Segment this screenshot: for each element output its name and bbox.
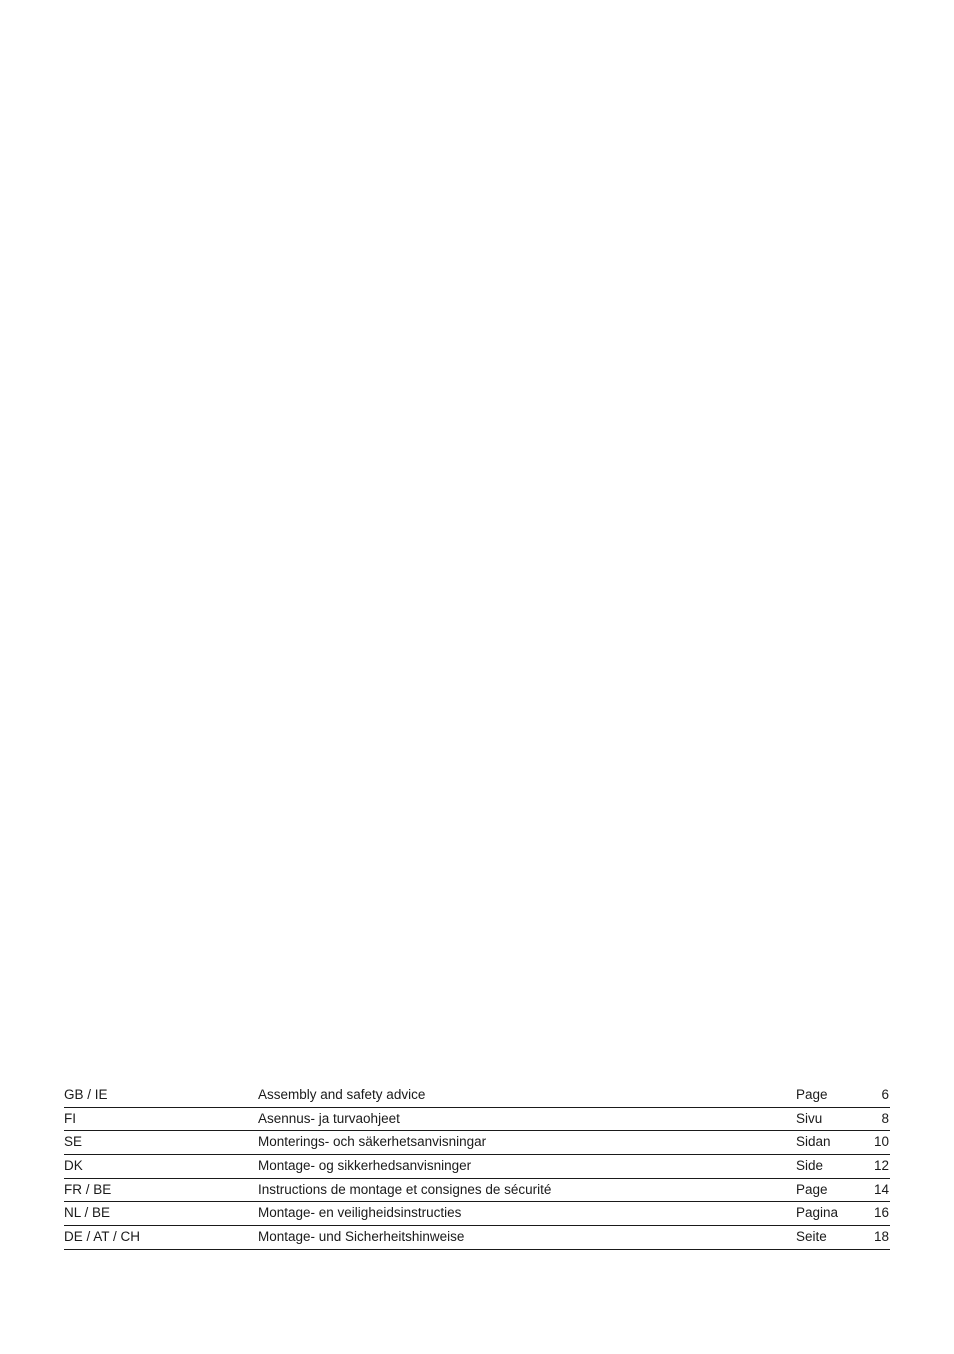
toc-section-title: Asennus- ja turvaohjeet: [258, 1110, 400, 1126]
toc-section-title: Assembly and safety advice: [258, 1087, 426, 1102]
toc-section-title: Instructions de montage et consignes de sécurité: [258, 1181, 552, 1197]
toc-language-code: DE / AT / CH: [64, 1229, 141, 1245]
toc-row-fi[interactable]: [64, 1108, 890, 1132]
toc-row-se[interactable]: [64, 1131, 890, 1155]
toc-row-de-at-ch[interactable]: [64, 1226, 890, 1250]
toc-section-title: Montage- og sikkerhedsanvisninger: [258, 1158, 472, 1174]
toc-page-number: 14: [873, 1181, 889, 1197]
toc-page-label: Pagina: [796, 1205, 839, 1221]
toc-row-dk[interactable]: [64, 1155, 890, 1179]
toc-section-title: Monterings- och säkerhetsanvisningar: [258, 1134, 487, 1150]
toc-page-number: 16: [873, 1205, 889, 1221]
toc-page-label: Seite: [796, 1229, 827, 1245]
toc-row-nl-be[interactable]: [64, 1202, 890, 1226]
language-table-of-contents: [64, 1084, 890, 1250]
toc-language-code: SE: [64, 1134, 83, 1150]
toc-page-number: 18: [873, 1229, 889, 1245]
toc-language-code: FI: [64, 1110, 76, 1126]
toc-page-number: 12: [873, 1158, 889, 1174]
toc-page-label: Side: [796, 1158, 824, 1174]
toc-section-title: Montage- und Sicherheitshinweise: [258, 1229, 465, 1245]
toc-page-label: Sivu: [796, 1110, 823, 1126]
toc-page-number: 10: [873, 1134, 889, 1150]
toc-row-fr-be[interactable]: [64, 1179, 890, 1203]
toc-page-label: Page: [796, 1181, 828, 1197]
toc-row-gb-ie[interactable]: [64, 1084, 890, 1108]
toc-language-code: FR / BE: [64, 1181, 112, 1197]
toc-page-label: Sidan: [796, 1134, 831, 1150]
toc-section-title: Montage- en veiligheidsinstructies: [258, 1205, 462, 1221]
toc-language-code: DK: [64, 1158, 83, 1174]
toc-page-label: Page: [796, 1087, 828, 1102]
toc-language-code: NL / BE: [64, 1205, 111, 1221]
toc-page-number: 8: [881, 1110, 889, 1126]
toc-language-code: GB / IE: [64, 1087, 108, 1102]
toc-page-number: 6: [881, 1087, 889, 1102]
